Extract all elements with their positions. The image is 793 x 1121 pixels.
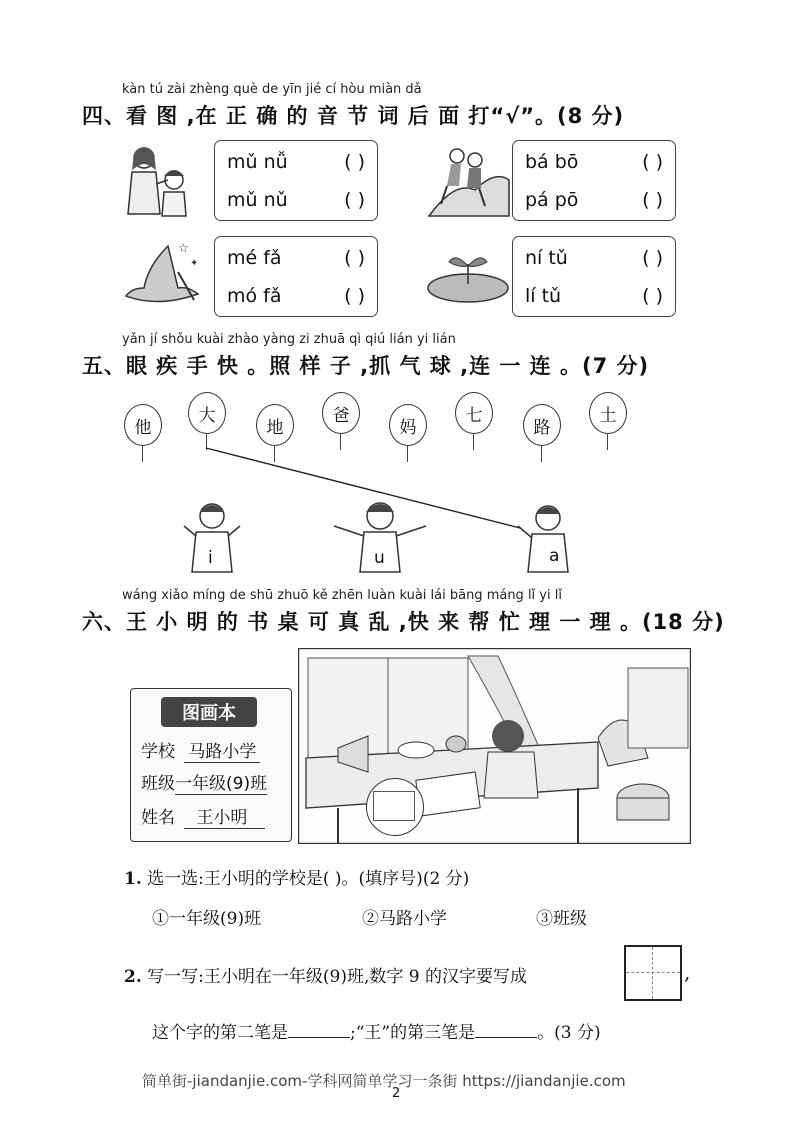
section4-heading: 四、看 图 ,在 正 确 的 音 节 词 后 面 打“√”。(8 分)	[82, 104, 625, 128]
name-value: 王小明	[184, 803, 265, 829]
option-text: mé fǎ	[227, 247, 282, 269]
section4-pinyin: kàn tú zài zhèng què de yīn jié cí hòu miàn dǎ	[122, 82, 422, 97]
answer-parens[interactable]: ( )	[344, 189, 365, 211]
answer-parens[interactable]: ( )	[344, 285, 365, 307]
answer-parens[interactable]: ( )	[344, 247, 365, 269]
balloon[interactable]: 路	[523, 404, 561, 446]
picture-book-cover	[130, 688, 292, 842]
question-text: 写一写:王小明在一年级(9)班,数字 9 的汉字要写成	[147, 967, 527, 987]
messy-desk-illustration	[298, 648, 691, 844]
footer-watermark: 简单街-jiandanjie.com-学科网简单学习一条街 https://jiandanjie.com	[142, 1072, 626, 1090]
balloon[interactable]: 他	[124, 404, 162, 446]
option-box-2	[512, 140, 676, 221]
character-writing-grid[interactable]	[624, 945, 682, 1001]
svg-text:✦: ✦	[190, 258, 199, 269]
section5-pinyin: yǎn jí shǒu kuài zhào yàng zi zhuā qì qiú lián yi lián	[122, 332, 456, 347]
kid-vowel-label: i	[208, 548, 213, 568]
answer-parens[interactable]: ( )	[642, 285, 663, 307]
book-title: 图画本	[161, 697, 257, 727]
question-text: 。(3 分)	[537, 1023, 601, 1043]
section6-pinyin: wáng xiǎo míng de shū zhuō kě zhēn luàn kuài lái bāng máng lǐ yi lǐ	[122, 588, 562, 603]
answer-parens[interactable]: ( )	[344, 151, 365, 173]
question-text: 这个字的第二笔是	[152, 1023, 288, 1043]
option-box-1	[214, 140, 378, 221]
balloon[interactable]: 土	[589, 392, 627, 434]
school-value: 马路小学	[184, 737, 260, 763]
option-text: lí tǔ	[525, 285, 562, 307]
kid-figure-icon	[512, 500, 576, 574]
question-number: 1.	[124, 869, 142, 889]
answer-parens[interactable]: ( )	[642, 189, 663, 211]
option-box-4	[512, 236, 676, 317]
option-text: mǔ nǚ	[227, 151, 288, 173]
question-text: 选一选:王小明的学校是( )。(填序号)(2 分)	[147, 869, 470, 889]
answer-parens[interactable]: ( )	[642, 151, 663, 173]
choice-option[interactable]: ①一年级(9)班	[152, 909, 262, 929]
option-text: bá bō	[525, 151, 579, 173]
balloon[interactable]: 妈	[389, 404, 427, 446]
mother-daughter-icon	[118, 140, 204, 220]
wizard-hat-icon	[118, 236, 208, 316]
name-label: 姓名	[141, 808, 175, 828]
answer-blank[interactable]	[288, 1019, 350, 1038]
balloon[interactable]: 爸	[322, 392, 360, 434]
answer-blank[interactable]	[475, 1019, 537, 1038]
climbing-icon	[425, 140, 511, 220]
choice-option[interactable]: ②马路小学	[362, 909, 447, 929]
option-text: ní tǔ	[525, 247, 568, 269]
comma: ,	[684, 960, 691, 984]
answer-parens[interactable]: ( )	[642, 247, 663, 269]
kid-vowel-label: a	[549, 546, 560, 566]
option-text: mǔ nǔ	[227, 189, 288, 211]
section5-heading: 五、眼 疾 手 快 。照 样 子 ,抓 气 球 ,连 一 连 。(7 分)	[82, 354, 650, 378]
school-label: 学校	[141, 742, 175, 762]
kid-vowel-label: u	[374, 548, 385, 568]
balloon[interactable]: 地	[256, 404, 294, 446]
option-text: mó fǎ	[227, 285, 282, 307]
book-magnifier-callout	[366, 778, 424, 836]
class-value: 一年级(9)班	[175, 769, 267, 795]
question-number: 2.	[124, 967, 142, 987]
section6-heading: 六、王 小 明 的 书 桌 可 真 乱 ,快 来 帮 忙 理 一 理 。(18 分)	[82, 610, 725, 634]
class-label: 班级	[141, 774, 175, 794]
question-text: ;“王”的第三笔是	[350, 1023, 476, 1043]
page-number: 2	[392, 1086, 401, 1101]
option-box-3	[214, 236, 378, 317]
choice-option[interactable]: ③班级	[536, 909, 587, 929]
balloon[interactable]: 大	[188, 392, 226, 434]
balloon[interactable]: 七	[455, 392, 493, 434]
sprout-soil-icon	[425, 240, 511, 310]
svg-text:☆: ☆	[178, 241, 189, 255]
option-text: pá pō	[525, 189, 579, 211]
